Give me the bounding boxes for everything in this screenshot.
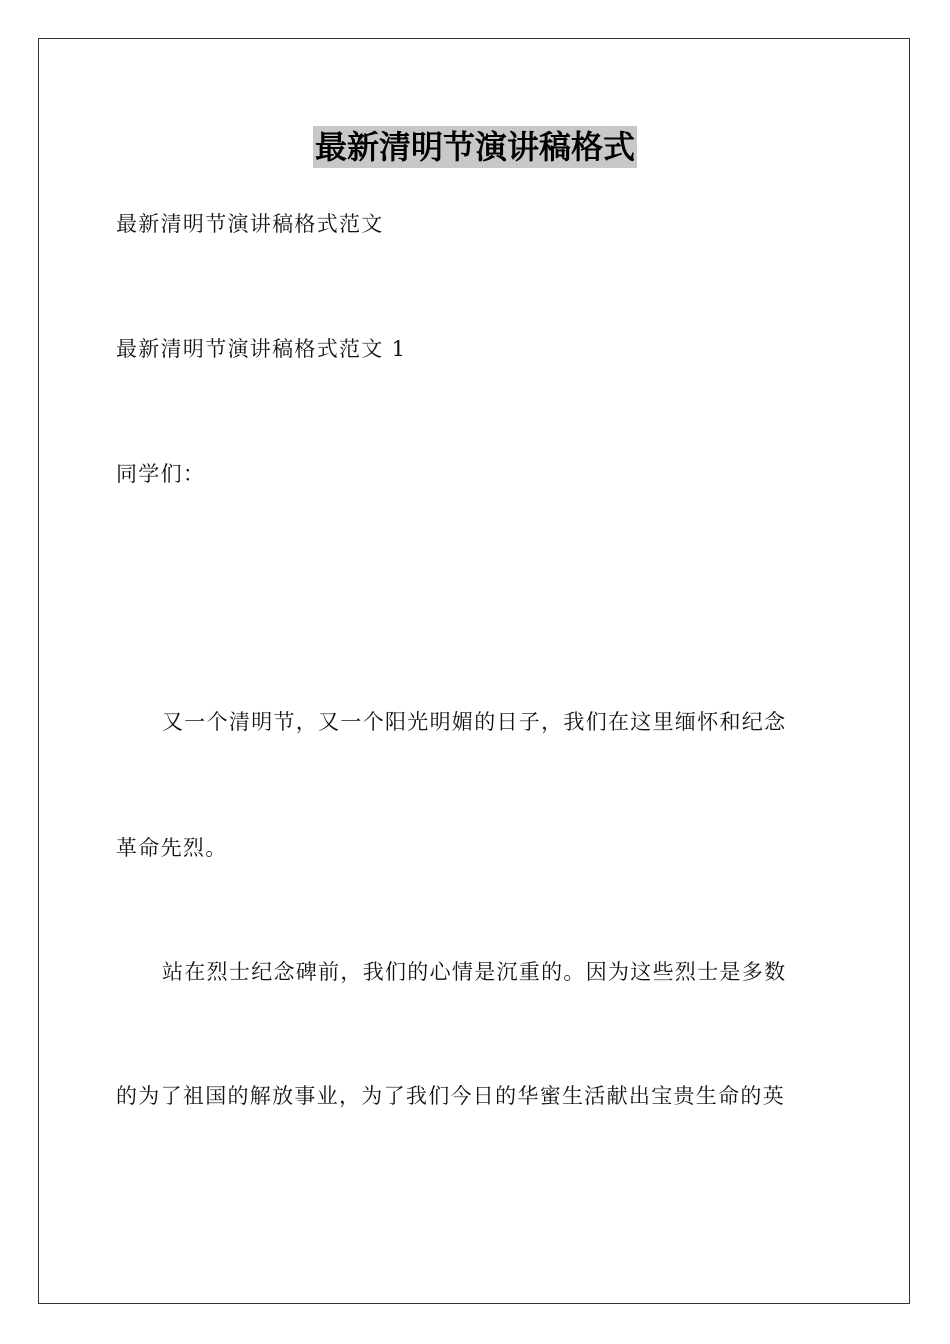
paragraph-1-line-2: 革命先烈。 xyxy=(116,836,228,860)
document-title: 最新清明节演讲稿格式 xyxy=(314,128,635,166)
paragraph-2-line-1: 站在烈士纪念碑前，我们的心情是沉重的。因为这些烈士是多数 xyxy=(162,960,787,984)
paragraph-2-line-2: 的为了祖国的解放事业，为了我们今日的华蜜生活献出宝贵生命的英 xyxy=(116,1084,785,1108)
document-subtitle: 最新清明节演讲稿格式范文 xyxy=(116,212,384,236)
paragraph-1-line-1: 又一个清明节，又一个阳光明媚的日子，我们在这里缅怀和纪念 xyxy=(162,710,787,734)
title-container xyxy=(0,126,950,168)
greeting: 同学们： xyxy=(116,462,206,486)
section-heading: 最新清明节演讲稿格式范文 1 xyxy=(116,337,407,361)
